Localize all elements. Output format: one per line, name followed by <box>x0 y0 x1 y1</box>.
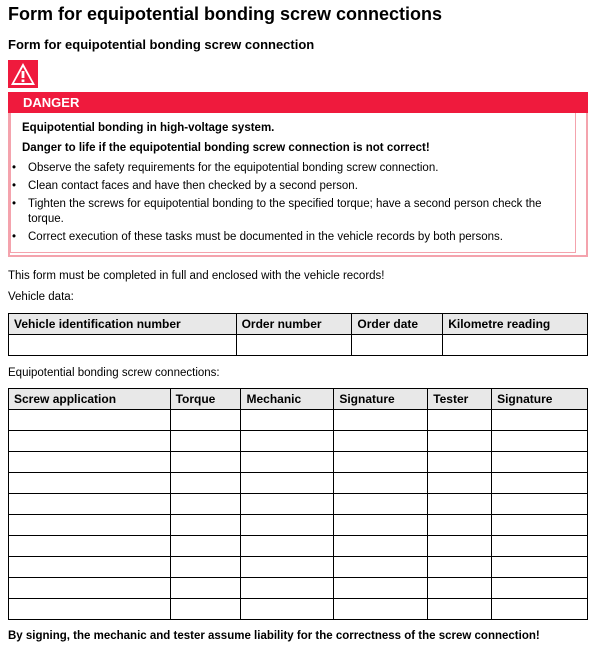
table-row <box>9 473 588 494</box>
table-row <box>9 557 588 578</box>
column-header: Torque <box>170 389 241 410</box>
tester-signature-cell[interactable] <box>492 452 588 473</box>
torque-cell[interactable] <box>170 578 241 599</box>
mechanic-cell[interactable] <box>241 578 334 599</box>
mechanic-signature-cell[interactable] <box>334 578 428 599</box>
screw-application-cell[interactable] <box>9 536 171 557</box>
torque-cell[interactable] <box>170 431 241 452</box>
mechanic-cell[interactable] <box>241 515 334 536</box>
tester-cell[interactable] <box>428 536 492 557</box>
tester-signature-cell[interactable] <box>492 473 588 494</box>
column-header: Mechanic <box>241 389 334 410</box>
mechanic-signature-cell[interactable] <box>334 557 428 578</box>
mechanic-cell[interactable] <box>241 536 334 557</box>
torque-cell[interactable] <box>170 536 241 557</box>
danger-heading: Equipotential bonding in high-voltage system. <box>22 122 275 134</box>
mechanic-signature-cell[interactable] <box>334 473 428 494</box>
mechanic-cell[interactable] <box>241 599 334 620</box>
column-header: Screw application <box>9 389 171 410</box>
torque-cell[interactable] <box>170 410 241 431</box>
table-row <box>9 410 588 431</box>
column-header: Vehicle identification number <box>9 314 237 335</box>
table-row <box>9 599 588 620</box>
list-item: • Correct execution of these tasks must be documented in the vehicle records by both persons. <box>12 230 572 245</box>
intro-text: This form must be completed in full and enclosed with the vehicle records! <box>8 270 385 282</box>
tester-cell[interactable] <box>428 494 492 515</box>
order-date-cell[interactable] <box>352 335 443 356</box>
warning-triangle-icon <box>8 60 38 88</box>
table-header-row <box>9 314 588 335</box>
order-number-cell[interactable] <box>236 335 352 356</box>
list-item: • Observe the safety requirements for the equipotential bonding screw connection. <box>12 161 572 176</box>
tester-signature-cell[interactable] <box>492 410 588 431</box>
screw-connections-table <box>8 388 588 620</box>
torque-cell[interactable] <box>170 473 241 494</box>
kilometre-reading-cell[interactable] <box>443 335 588 356</box>
mechanic-signature-cell[interactable] <box>334 515 428 536</box>
table-row <box>9 452 588 473</box>
table-row <box>9 431 588 452</box>
mechanic-signature-cell[interactable] <box>334 494 428 515</box>
tester-cell[interactable] <box>428 599 492 620</box>
tester-signature-cell[interactable] <box>492 536 588 557</box>
tester-cell[interactable] <box>428 578 492 599</box>
tester-signature-cell[interactable] <box>492 557 588 578</box>
torque-cell[interactable] <box>170 599 241 620</box>
liability-note: By signing, the mechanic and tester assume liability for the correctness of the screw connection! <box>8 630 540 642</box>
column-header: Signature <box>334 389 428 410</box>
vin-cell[interactable] <box>9 335 237 356</box>
column-header: Signature <box>492 389 588 410</box>
mechanic-cell[interactable] <box>241 431 334 452</box>
screw-application-cell[interactable] <box>9 431 171 452</box>
tester-cell[interactable] <box>428 515 492 536</box>
tester-signature-cell[interactable] <box>492 515 588 536</box>
screw-application-cell[interactable] <box>9 578 171 599</box>
mechanic-cell[interactable] <box>241 452 334 473</box>
screw-application-cell[interactable] <box>9 494 171 515</box>
table-row <box>9 578 588 599</box>
torque-cell[interactable] <box>170 515 241 536</box>
column-header: Kilometre reading <box>443 314 588 335</box>
table-row <box>9 494 588 515</box>
screw-application-cell[interactable] <box>9 557 171 578</box>
table-row <box>9 515 588 536</box>
screw-application-cell[interactable] <box>9 473 171 494</box>
list-item: • Clean contact faces and have then checked by a second person. <box>12 179 572 194</box>
column-header: Order number <box>236 314 352 335</box>
danger-label: DANGER <box>8 92 588 113</box>
table-header-row <box>9 389 588 410</box>
mechanic-cell[interactable] <box>241 410 334 431</box>
mechanic-cell[interactable] <box>241 494 334 515</box>
page-title: Form for equipotential bonding screw connections <box>8 4 443 24</box>
tester-signature-cell[interactable] <box>492 599 588 620</box>
danger-risk: Danger to life if the equipotential bonding screw connection is not correct! <box>22 142 430 154</box>
column-header: Tester <box>428 389 492 410</box>
mechanic-cell[interactable] <box>241 473 334 494</box>
tester-cell[interactable] <box>428 410 492 431</box>
tester-cell[interactable] <box>428 452 492 473</box>
tester-cell[interactable] <box>428 473 492 494</box>
mechanic-signature-cell[interactable] <box>334 431 428 452</box>
table-row <box>9 536 588 557</box>
tester-cell[interactable] <box>428 557 492 578</box>
screw-application-cell[interactable] <box>9 452 171 473</box>
tester-signature-cell[interactable] <box>492 494 588 515</box>
vehicle-data-label: Vehicle data: <box>8 291 74 303</box>
list-item: • Tighten the screws for equipotential bonding to the specified torque; have a second person check the torque. <box>12 197 572 227</box>
page-subtitle: Form for equipotential bonding screw connection <box>8 37 315 52</box>
mechanic-signature-cell[interactable] <box>334 536 428 557</box>
tester-signature-cell[interactable] <box>492 578 588 599</box>
torque-cell[interactable] <box>170 452 241 473</box>
tester-cell[interactable] <box>428 431 492 452</box>
column-header: Order date <box>352 314 443 335</box>
mechanic-signature-cell[interactable] <box>334 410 428 431</box>
vehicle-data-table <box>8 313 588 356</box>
table-row <box>9 335 588 356</box>
mechanic-signature-cell[interactable] <box>334 452 428 473</box>
screw-application-cell[interactable] <box>9 599 171 620</box>
screw-application-cell[interactable] <box>9 515 171 536</box>
mechanic-signature-cell[interactable] <box>334 599 428 620</box>
mechanic-cell[interactable] <box>241 557 334 578</box>
screw-application-cell[interactable] <box>9 410 171 431</box>
tester-signature-cell[interactable] <box>492 431 588 452</box>
danger-instructions <box>12 161 572 248</box>
screw-connections-label: Equipotential bonding screw connections: <box>8 367 220 379</box>
torque-cell[interactable] <box>170 557 241 578</box>
torque-cell[interactable] <box>170 494 241 515</box>
